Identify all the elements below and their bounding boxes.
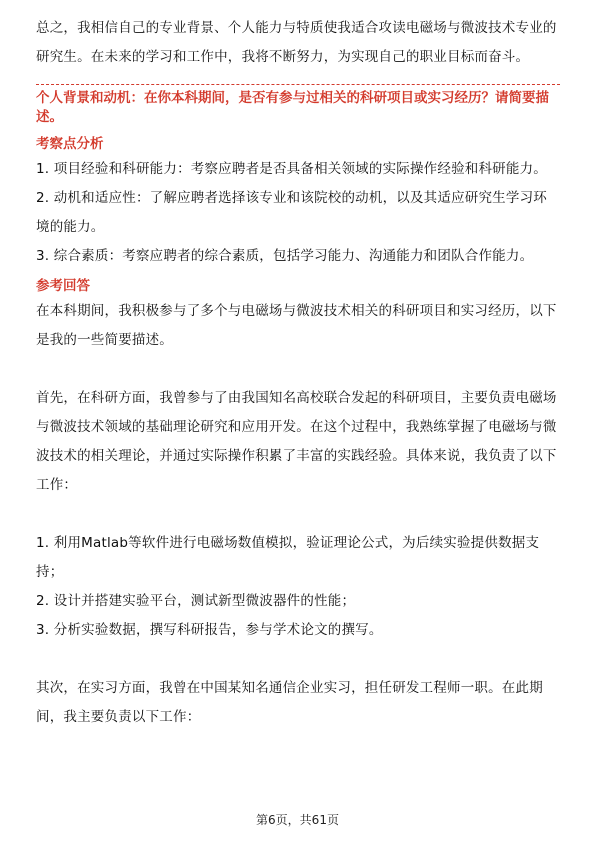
interview-question: 个人背景和动机：在你本科期间，是否有参与过相关的科研项目或实习经历？请简要描述。 [36, 90, 549, 125]
work-item-2: 2. 设计并搭建实验平台，测试新型微波器件的性能； [36, 593, 356, 609]
analysis-item-2: 2. 动机和适应性：了解应聘者选择该专业和该院校的动机，以及其适应研究生学习环境的能力。 [36, 190, 547, 235]
document-page [36, 14, 560, 732]
section-divider [36, 84, 560, 85]
work-item-1: 1. 利用Matlab等软件进行电磁场数值模拟，验证理论公式，为后续实验提供数据支持； [36, 535, 540, 580]
answer-paragraph-3: 其次，在实习方面，我曾在中国某知名通信企业实习，担任研发工程师一职。在此期间，我主要负责以下工作： [36, 680, 543, 725]
analysis-item-3: 3. 综合素质：考察应聘者的综合素质，包括学习能力、沟通能力和团队合作能力。 [36, 248, 534, 264]
analysis-item-1: 1. 项目经验和科研能力：考察应聘者是否具备相关领域的实际操作经验和科研能力。 [36, 161, 547, 177]
analysis-heading: 考察点分析 [36, 136, 104, 152]
intro-closing-paragraph: 总之，我相信自己的专业背景、个人能力与特质使我适合攻读电磁场与微波技术专业的研究生。在未来的学习和工作中，我将不断努力，为实现自己的职业目标而奋斗。 [36, 20, 557, 65]
answer-heading: 参考回答 [36, 278, 90, 294]
paragraph-gap [36, 355, 560, 384]
answer-paragraph-1: 在本科期间，我积极参与了多个与电磁场与微波技术相关的科研项目和实习经历，以下是我的一些简要描述。 [36, 303, 557, 348]
answer-paragraph-2: 首先，在科研方面，我曾参与了由我国知名高校联合发起的科研项目，主要负责电磁场与微波技术领域的基础理论研究和应用开发。在这个过程中，我熟练掌握了电磁场与微波技术的相关理论，并通过实际操作积累了丰富的实践经验。具体来说，我负责了以下工作： [36, 390, 557, 493]
page-number: 第6页，共61页 [256, 813, 339, 827]
work-item-3: 3. 分析实验数据，撰写科研报告，参与学术论文的撰写。 [36, 622, 383, 638]
paragraph-gap [36, 645, 560, 674]
paragraph-gap [36, 500, 560, 529]
